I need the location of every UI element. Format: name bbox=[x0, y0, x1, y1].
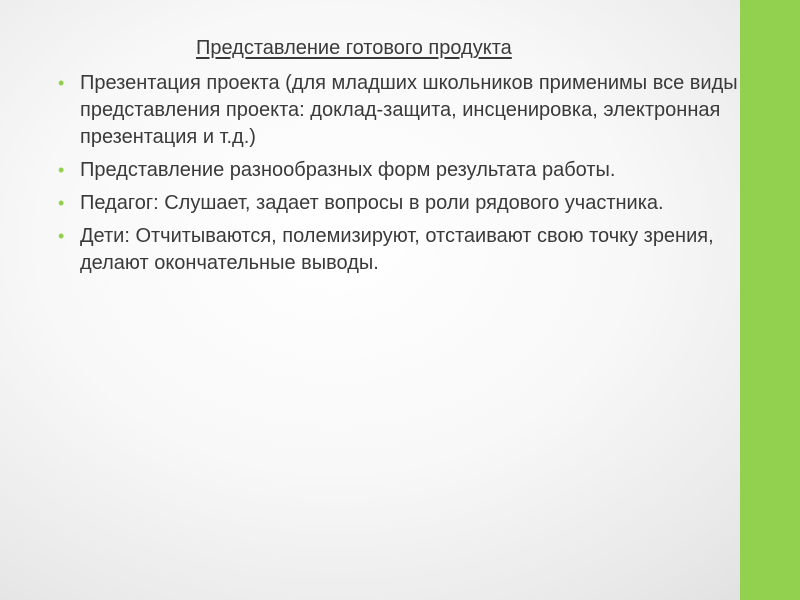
bullet-icon: • bbox=[58, 193, 65, 213]
bullet-text: Дети: Отчитываются, полемизируют, отстаивают свою точку зрения, делают окончательные выводы. bbox=[80, 225, 714, 274]
bullet-item bbox=[58, 223, 748, 277]
bullet-text: Презентация проекта (для младших школьников применимы все виды представления проекта: доклад-защита, инсценировка, электронная презентация и т.д.) bbox=[80, 72, 738, 148]
bullet-item bbox=[58, 70, 748, 151]
bullet-text: Представление разнообразных форм результата работы. bbox=[80, 159, 616, 181]
bullet-icon: • bbox=[58, 226, 65, 246]
bullet-text: Педагог: Слушает, задает вопросы в роли рядового участника. bbox=[80, 192, 664, 214]
slide-title: Представление готового продукта bbox=[196, 37, 512, 59]
bullet-list bbox=[58, 70, 748, 283]
accent-bar bbox=[740, 0, 800, 600]
bullet-icon: • bbox=[58, 160, 65, 180]
bullet-icon: • bbox=[58, 73, 65, 93]
bullet-item bbox=[58, 157, 748, 184]
bullet-item bbox=[58, 190, 748, 217]
